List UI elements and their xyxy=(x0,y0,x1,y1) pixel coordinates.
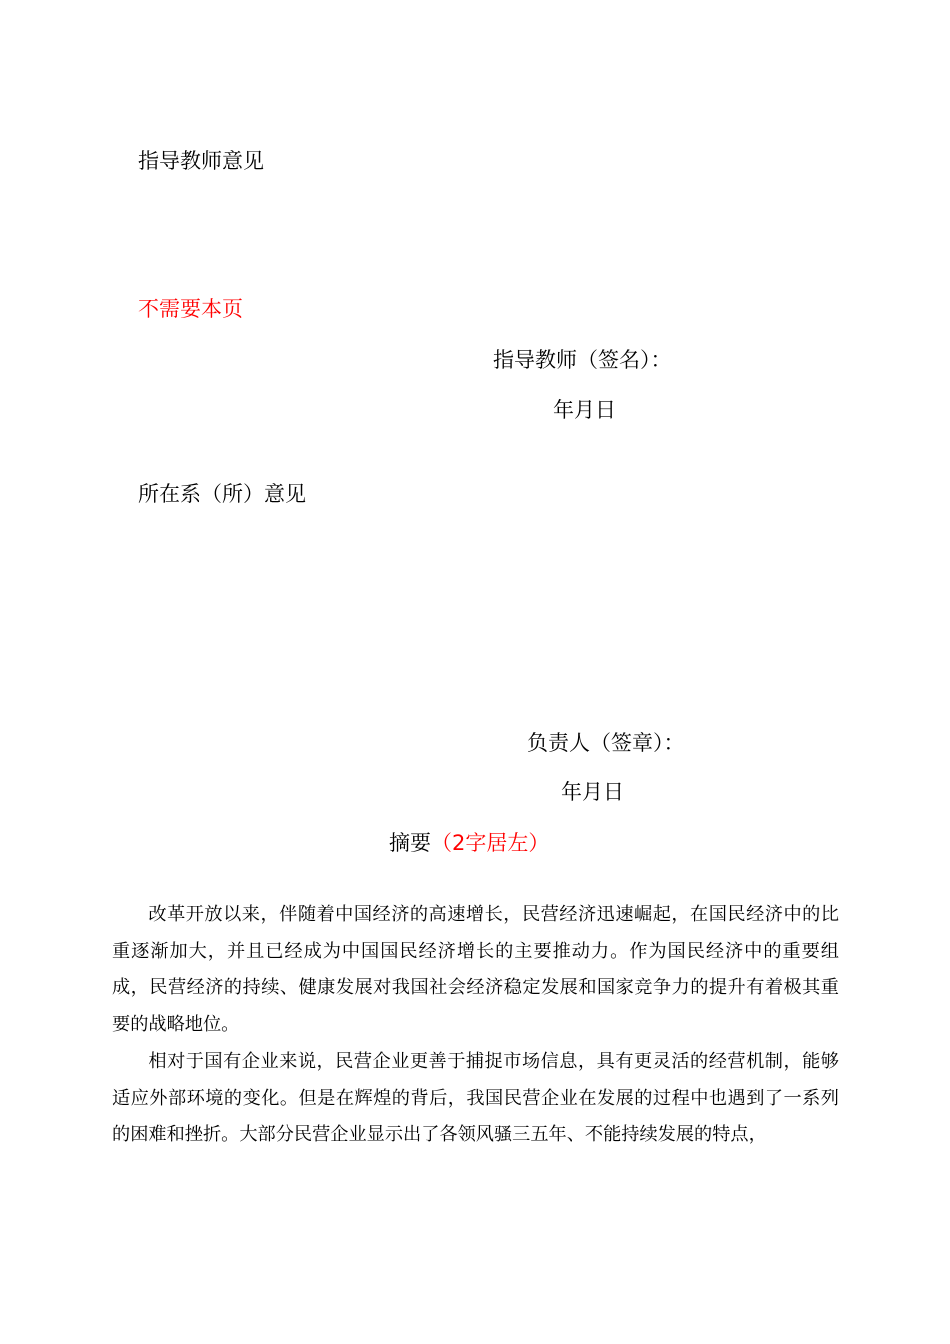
not-needed-note: 不需要本页 xyxy=(138,297,243,321)
advisor-date-label: 年月日 xyxy=(553,398,616,422)
abstract-body xyxy=(112,897,839,1154)
abstract-paragraph: 相对于国有企业来说，民营企业更善于捕捉市场信息，具有更灵活的经营机制，能够适应外部环境的变化。但是在辉煌的背后，我国民营企业在发展的过程中也遇到了一系列的困难和挫折。大部分民营企业显示出了各领风骚三五年、不能持续发展的特点， xyxy=(112,1050,839,1146)
advisor-signature-label: 指导教师（签名）： xyxy=(493,348,672,372)
abstract-title-note: （2字居左） xyxy=(431,831,550,855)
department-opinion-heading: 所在系（所）意见 xyxy=(138,482,306,506)
department-signature-label: 负责人（签章）： xyxy=(527,731,685,755)
abstract-title xyxy=(389,833,549,854)
department-date-label: 年月日 xyxy=(561,780,624,804)
advisor-opinion-heading: 指导教师意见 xyxy=(138,149,264,173)
abstract-paragraph: 改革开放以来，伴随着中国经济的高速增长，民营经济迅速崛起，在国民经济中的比重逐渐加大，并且已经成为中国国民经济增长的主要推动力。作为国民经济中的重要组成，民营经济的持续、健康发展对我国社会经济稳定发展和国家竞争力的提升有着极其重要的战略地位。 xyxy=(112,904,839,1036)
abstract-title-text: 摘要 xyxy=(389,831,431,855)
